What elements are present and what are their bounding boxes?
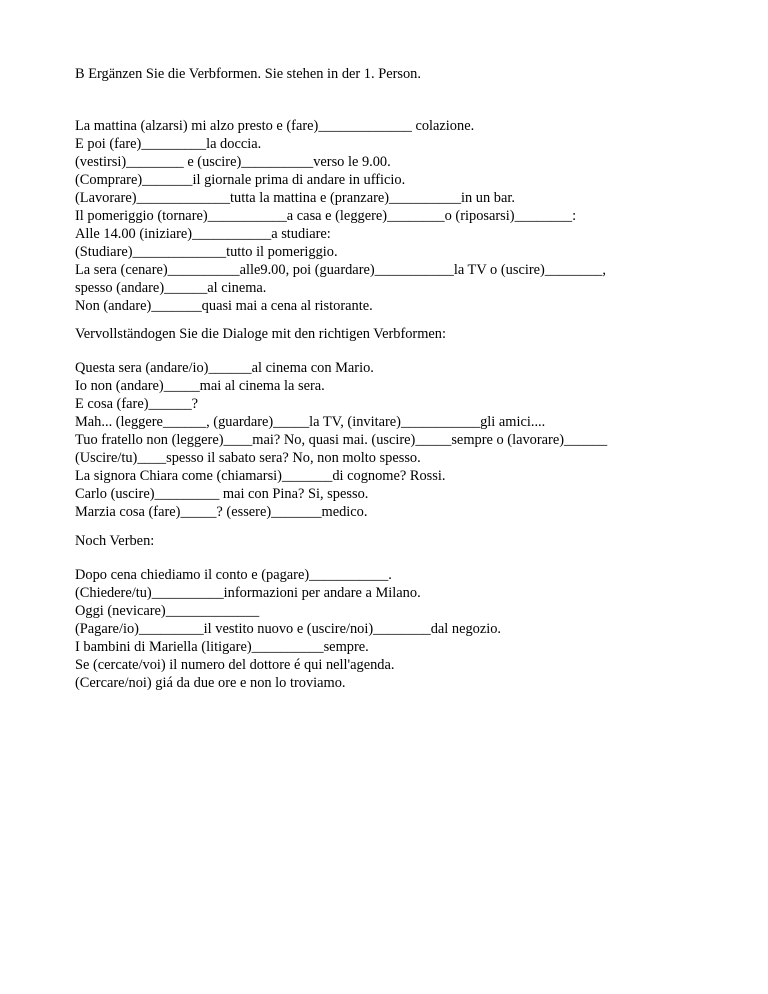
dialogue-line: Carlo (uscire)_________ mai con Pina? Si, spesso. bbox=[75, 486, 369, 502]
dialogue-line: E cosa (fare)______? bbox=[75, 396, 199, 412]
sentence-line: Alle 14.00 (iniziare)___________a studiare: bbox=[75, 226, 331, 242]
sentence-line: I bambini di Mariella (litigare)__________sempre. bbox=[75, 639, 369, 655]
sentence-line: (Chiedere/tu)__________informazioni per andare a Milano. bbox=[75, 585, 421, 601]
sentence-line: (Studiare)_____________tutto il pomeriggio. bbox=[75, 244, 338, 260]
dialogue-line: Mah... (leggere______, (guardare)_____la TV, (invitare)___________gli amici.... bbox=[75, 414, 546, 430]
sentence-line: Oggi (nevicare)_____________ bbox=[75, 603, 260, 619]
exercise-heading bbox=[75, 65, 735, 83]
sentence-line: (Lavorare)_____________tutta la mattina e (pranzare)__________in un bar. bbox=[75, 190, 515, 206]
dialogue-line: Questa sera (andare/io)______al cinema con Mario. bbox=[75, 360, 374, 376]
sentence-line: Se (cercate/voi) il numero del dottore é qui nell'agenda. bbox=[75, 657, 395, 673]
dialogue-line: La signora Chiara come (chiamarsi)_______di cognome? Rossi. bbox=[75, 468, 446, 484]
sentence-line: E poi (fare)_________la doccia. bbox=[75, 136, 262, 152]
sentence-line: spesso (andare)______al cinema. bbox=[75, 280, 267, 296]
section-3-heading-text: Noch Verben: bbox=[75, 533, 155, 549]
dialogue-line: (Uscire/tu)____spesso il sabato sera? No, non molto spesso. bbox=[75, 450, 421, 466]
sentence-line: (vestirsi)________ e (uscire)__________verso le 9.00. bbox=[75, 154, 391, 170]
sentence-line: La sera (cenare)__________alle9.00, poi (guardare)___________la TV o (uscire)________, bbox=[75, 262, 606, 278]
sentence-line: (Comprare)_______il giornale prima di andare in ufficio. bbox=[75, 172, 406, 188]
section-2-heading bbox=[75, 325, 735, 343]
section-2-heading-text: Vervollständogen Sie die Dialoge mit den richtigen Verbformen: bbox=[75, 326, 446, 342]
sentence-line: Dopo cena chiediamo il conto e (pagare)___________. bbox=[75, 567, 392, 583]
dialogue-line: Io non (andare)_____mai al cinema la sera. bbox=[75, 378, 325, 394]
dialogue-line: Marzia cosa (fare)_____? (essere)_______medico. bbox=[75, 504, 368, 520]
section-3-heading bbox=[75, 532, 735, 550]
section-2-dialogues bbox=[75, 359, 735, 521]
dialogue-line: Tuo fratello non (leggere)____mai? No, quasi mai. (uscire)_____sempre o (lavorare)______ bbox=[75, 432, 608, 448]
section-1-sentences bbox=[75, 117, 735, 315]
section-3-sentences bbox=[75, 566, 735, 692]
sentence-line: Non (andare)_______quasi mai a cena al ristorante. bbox=[75, 298, 373, 314]
sentence-line: La mattina (alzarsi) mi alzo presto e (fare)_____________ colazione. bbox=[75, 118, 475, 134]
sentence-line: Il pomeriggio (tornare)___________a casa e (leggere)________o (riposarsi)________: bbox=[75, 208, 577, 224]
sentence-line: (Pagare/io)_________il vestito nuovo e (uscire/noi)________dal negozio. bbox=[75, 621, 502, 637]
sentence-line: (Cercare/noi) giá da due ore e non lo troviamo. bbox=[75, 675, 346, 691]
exercise-heading-text: B Ergänzen Sie die Verbformen. Sie stehen in der 1. Person. bbox=[75, 66, 421, 82]
